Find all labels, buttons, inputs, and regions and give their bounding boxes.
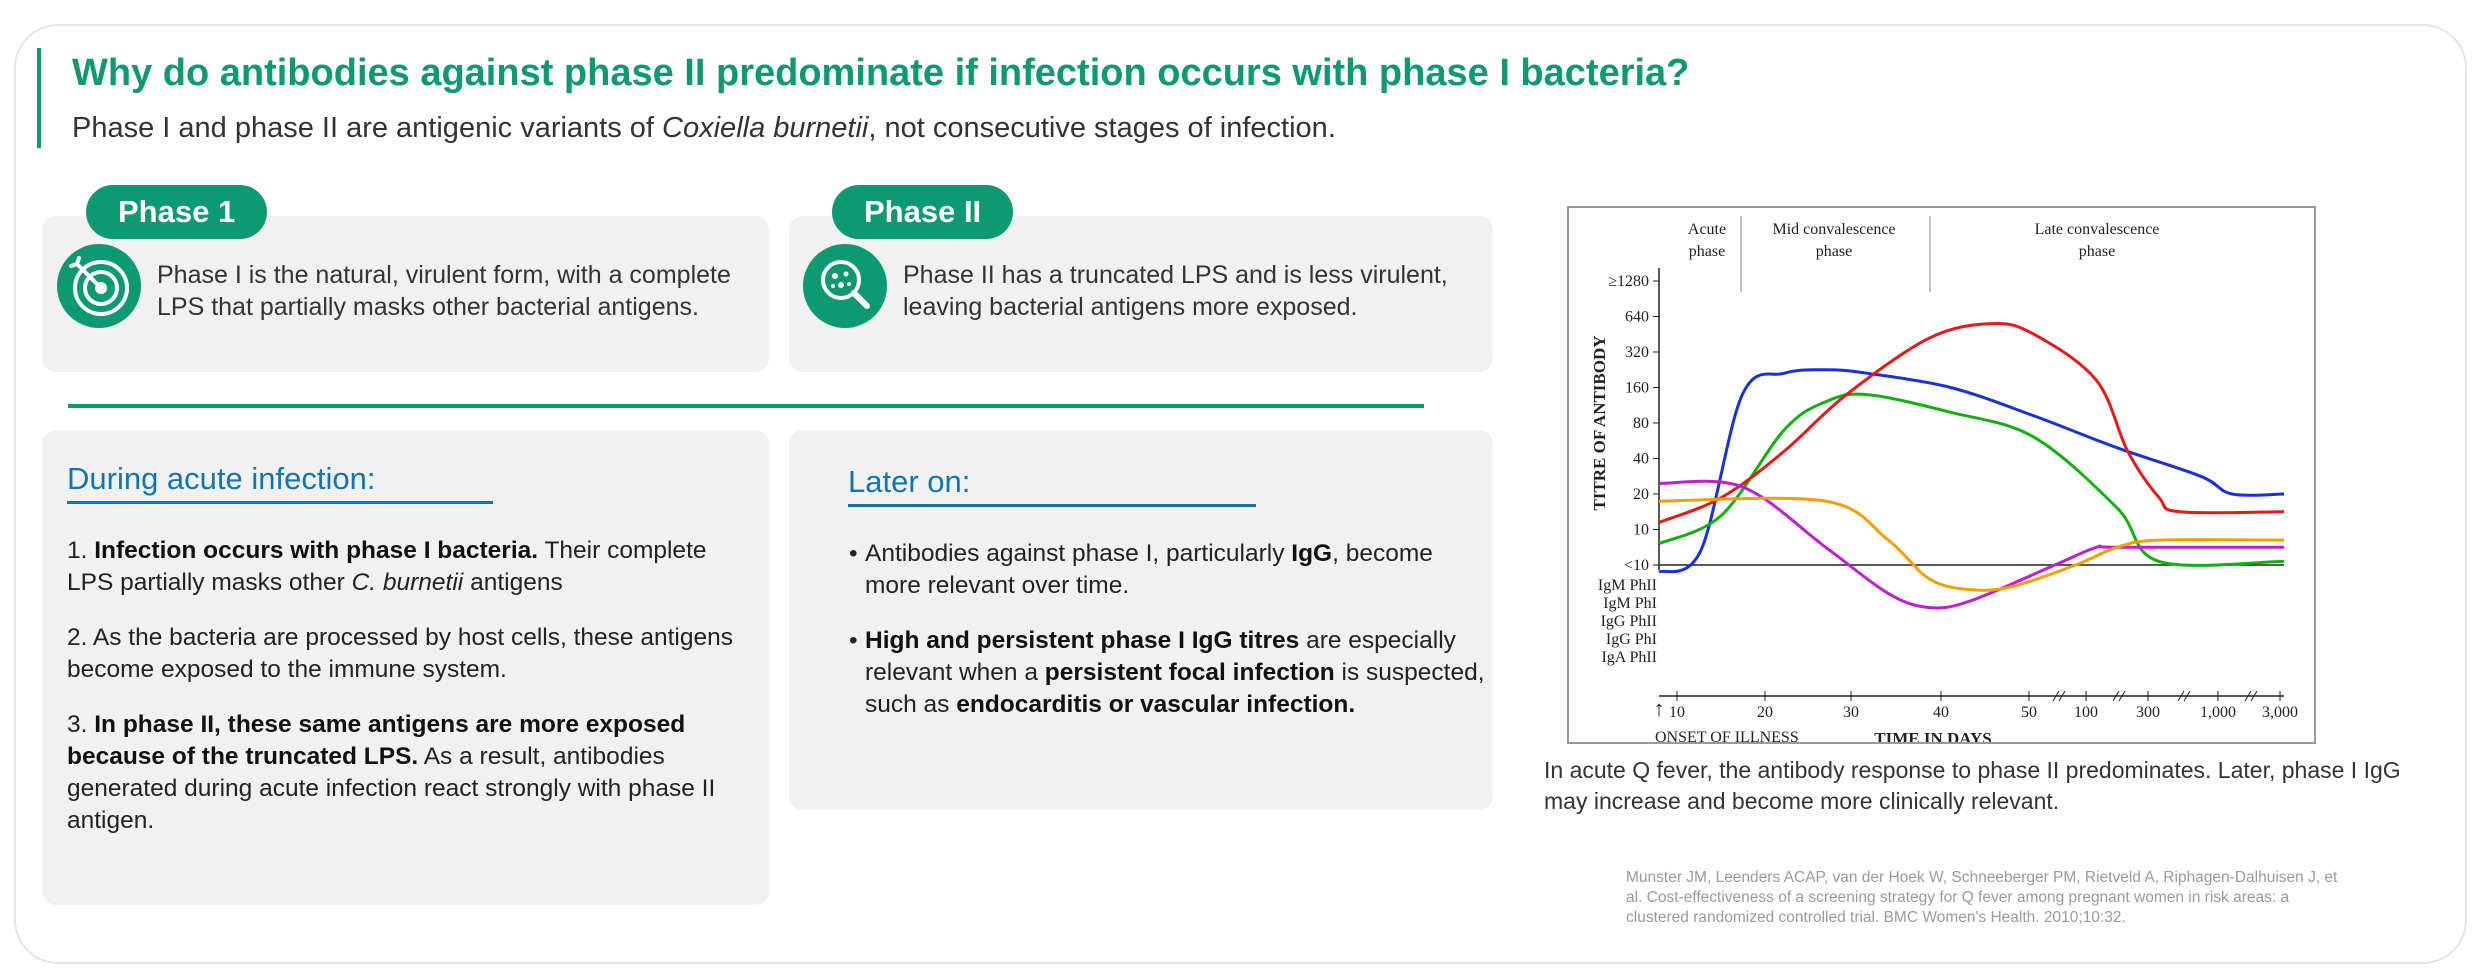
y-axis-label: TITRE OF ANTIBODY bbox=[1590, 335, 1609, 511]
phase-label: Mid convalescence bbox=[1772, 221, 1896, 238]
x-axis-label: TIME IN DAYS bbox=[1874, 729, 1992, 742]
phase-label: phase bbox=[1688, 243, 1726, 260]
phase2-text: Phase II has a truncated LPS and is less virulent, leaving bacterial antigens more exposed. bbox=[903, 261, 1448, 321]
y-tick-label: 80 bbox=[1633, 415, 1649, 432]
later-bullet-1: • Antibodies against phase I, particularly IgG, become more relevant over time. bbox=[849, 538, 1489, 602]
bacteria-magnifier-icon bbox=[803, 244, 887, 328]
series-label: IgG PhI bbox=[1605, 631, 1657, 648]
phase2-pill: Phase II bbox=[832, 185, 1013, 239]
phase1-text: Phase I is the natural, virulent form, with a complete LPS that partially masks other bacterial antigens. bbox=[157, 261, 731, 321]
y-tick-label: 640 bbox=[1625, 308, 1649, 326]
series-label: IgM PhII bbox=[1597, 577, 1657, 594]
x-tick-label: 3,000 bbox=[2262, 704, 2298, 721]
x-tick-label: 300 bbox=[2136, 704, 2160, 721]
y-tick-label: 10 bbox=[1633, 521, 1649, 539]
x-tick-label: 20 bbox=[1757, 704, 1773, 721]
phase-label: Acute bbox=[1687, 221, 1727, 238]
chart-caption: In acute Q fever, the antibody response to phase II predominates. Later, phase I IgG may increase and become more clinically relevant. bbox=[1544, 757, 2401, 814]
series-label: IgA PhII bbox=[1601, 649, 1657, 666]
x-tick-label: 40 bbox=[1933, 704, 1949, 721]
series-label: IgM PhI bbox=[1603, 595, 1657, 612]
x-tick-label: 50 bbox=[2021, 704, 2037, 721]
later-bullet-2: • High and persistent phase I IgG titres are especially relevant when a persistent focal infection is suspected, such as endocarditis or vascular infection. bbox=[849, 625, 1489, 721]
antibody-titre-chart bbox=[1567, 206, 2316, 744]
y-tick-label: 320 bbox=[1625, 344, 1649, 361]
acute-infection-title: During acute infection: bbox=[67, 461, 376, 496]
acute-step-1: 1. Infection occurs with phase I bacteria. Their complete LPS partially masks other C. burnetii antigens bbox=[67, 537, 707, 596]
later-on-underline bbox=[848, 504, 1256, 507]
x-tick-label: 1,000 bbox=[2200, 704, 2236, 721]
acute-step-3: 3. In phase II, these same antigens are more exposed because of the truncated LPS. As a result, antibodies generated during acute infection react strongly with phase II antigen. bbox=[67, 711, 716, 834]
phase1-pill: Phase 1 bbox=[86, 185, 267, 239]
y-tick-label: 40 bbox=[1633, 450, 1649, 468]
title-accent-bar bbox=[37, 48, 41, 148]
section-divider bbox=[68, 404, 1424, 408]
onset-arrow: ↑ bbox=[1653, 696, 1665, 721]
series-label: IgG PhII bbox=[1600, 613, 1657, 630]
x-tick-label: 30 bbox=[1843, 704, 1859, 721]
x-tick-label: 10 bbox=[1669, 704, 1685, 721]
y-tick-label: 160 bbox=[1625, 379, 1649, 397]
reference-citation: Munster JM, Leenders ACAP, van der Hoek W, Schneeberger PM, Rietveld A, Riphagen-Dalhuisen J, et al. Cost-effectiveness of a screening strategy for Q fever among pregnant women in risk areas: a clustered randomized controlled trial. BMC Women's Health. 2010;10:32. bbox=[1626, 869, 2338, 926]
acute-infection-underline bbox=[67, 501, 493, 504]
onset-label: ONSET OF ILLNESS bbox=[1655, 729, 1799, 742]
x-tick-label: 100 bbox=[2074, 704, 2098, 721]
acute-step-2: 2. As the bacteria are processed by host cells, these antigens become exposed to the immune system. bbox=[67, 624, 733, 683]
page-subtitle: Phase I and phase II are antigenic variants of Coxiella burnetii, not consecutive stages of infection. bbox=[72, 112, 1336, 144]
later-on-title: Later on: bbox=[848, 464, 971, 499]
chart-svg bbox=[1569, 208, 2314, 742]
phase-label: phase bbox=[2078, 243, 2116, 260]
y-tick-label: 20 bbox=[1633, 486, 1649, 503]
y-tick-label: ≥1280 bbox=[1608, 273, 1649, 290]
target-icon bbox=[57, 244, 141, 328]
page-title: Why do antibodies against phase II predominate if infection occurs with phase I bacteria? bbox=[72, 52, 1690, 94]
phase-label: phase bbox=[1815, 243, 1853, 260]
series-line-igm-phii bbox=[1659, 370, 2284, 572]
y-tick-label: <10 bbox=[1623, 557, 1649, 574]
phase-label: Late convalescence bbox=[2034, 221, 2160, 238]
